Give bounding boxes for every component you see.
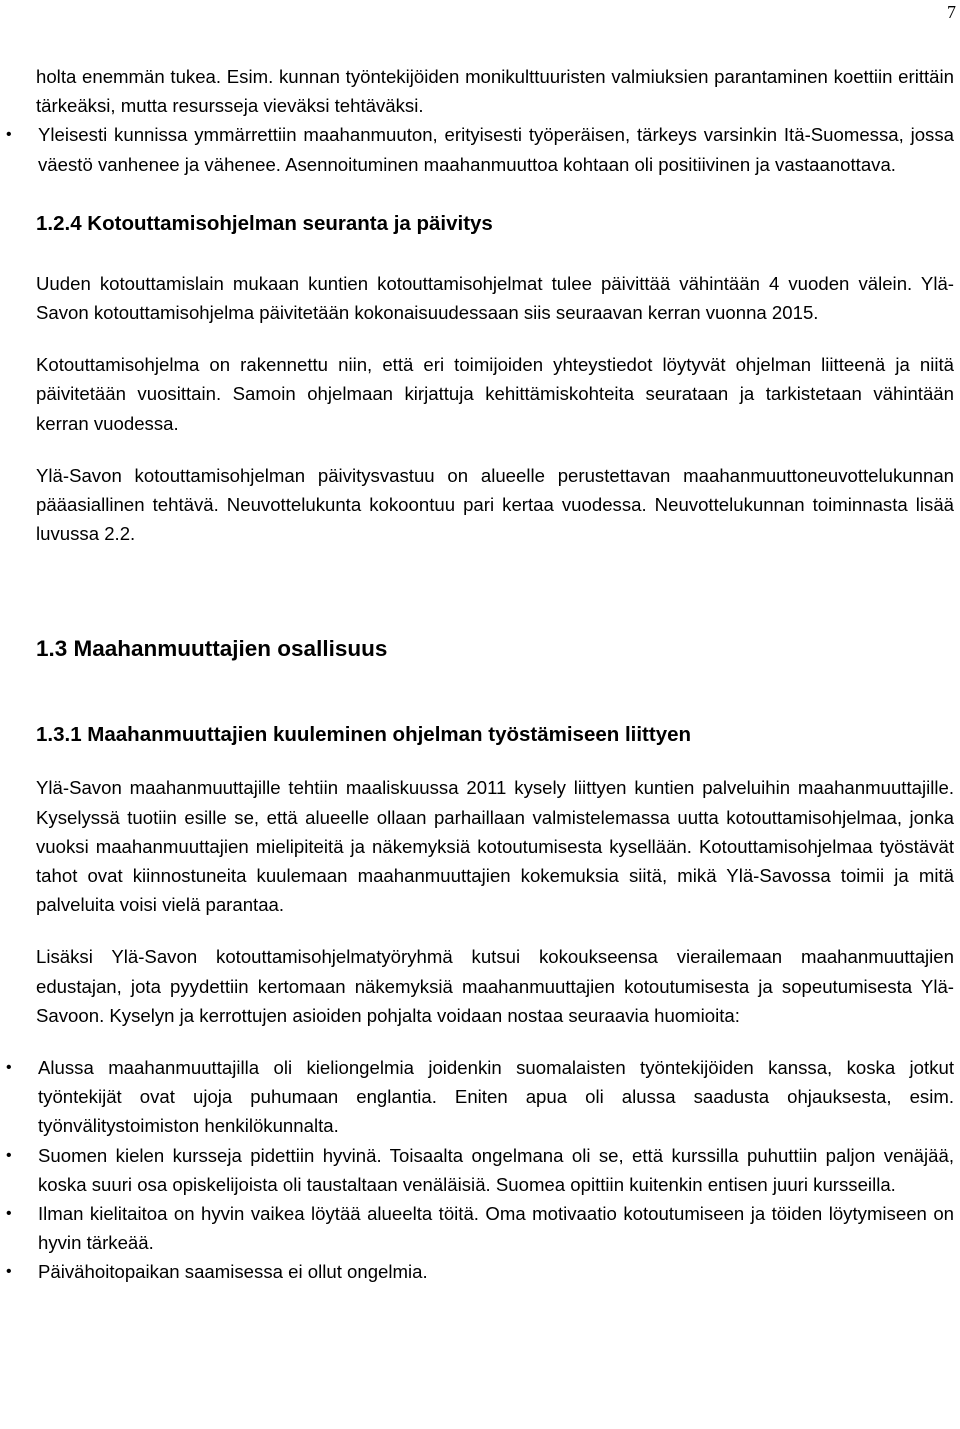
- bullet-icon: •: [6, 1205, 12, 1223]
- bullet-icon: •: [6, 1059, 12, 1077]
- section-heading-1-3: 1.3 Maahanmuuttajien osallisuus: [36, 636, 388, 662]
- list-item-text: Yleisesti kunnissa ymmärrettiin maahanmuuton, erityisesti työperäisen, tärkeys varsinkin Itä-Suomessa, jossa väestö vanhenee ja vähenee. Asennoituminen maahanmuuttoa kohtaan oli positiivinen ja vastaanottava.: [38, 124, 954, 175]
- list-item: [6, 120, 954, 178]
- list-item: [6, 1257, 954, 1286]
- paragraph: Ylä-Savon kotouttamisohjelman päivitysvastuu on alueelle perustettavan maahanmuuttoneuvottelukunnan pääasiallinen tehtävä. Neuvottelukunta kokoontuu pari kertaa vuodessa. Neuvottelukunnan toiminnasta lisää luvussa 2.2.: [36, 464, 954, 545]
- paragraph: Uuden kotouttamislain mukaan kuntien kotouttamisohjelmat tulee päivittää vähintään 4 vuoden välein. Ylä-Savon kotouttamisohjelma päivitetään kokonaisuudessaan siis seuraavan kerran vuonna 2015.: [36, 272, 954, 324]
- bullet-icon: •: [6, 1146, 12, 1164]
- list-item-text: Alussa maahanmuuttajilla oli kieliongelmia joidenkin suomalaisten työntekijöiden kanssa, koska jotkut työntekijät ovat ujoja puhumaan englantia. Eniten apua oli alussa saadusta ohjauksesta, esim. työnvälitystoimiston henkilökunnalta.: [38, 1057, 954, 1137]
- list-item-text: Ilman kielitaitoa on hyvin vaikea löytää alueelta töitä. Oma motivaatio kotoutumiseen ja töiden löytymiseen on hyvin tärkeää.: [38, 1203, 954, 1254]
- spacer: [36, 664, 954, 720]
- paragraph: Kotouttamisohjelma on rakennettu niin, että eri toimijoiden yhteystiedot löytyvät ohjelman liitteenä ja niitä päivitetään vuosittain. Samoin ohjelmaan kirjattuja kehittämiskohteita seurataan ja tarkistetaan vähintään kerran vuodessa.: [36, 354, 954, 434]
- bullet-icon: •: [6, 126, 12, 144]
- list-item-text: Päivähoitopaikan saamisessa ei ollut ongelmia.: [38, 1261, 428, 1283]
- spacer: [36, 179, 954, 209]
- observations-bullet-list: [6, 1053, 954, 1287]
- paragraph: Lisäksi Ylä-Savon kotouttamisohjelmatyöryhmä kutsui kokoukseensa vierailemaan maahanmuuttajien edustajan, jota pyydettiin kertomaan näkemyksiä maahanmuuttajien kotoutumisesta ja sopeutumisesta Ylä-Savoon. Kyselyn ja kerrottujen asioiden pohjalta voidaan nostaa seuraavia huomioita:: [36, 946, 954, 1026]
- list-item: [6, 1141, 954, 1199]
- spacer: [36, 239, 954, 269]
- spacer: [36, 327, 954, 350]
- section-heading-1-2-4: 1.2.4 Kotouttamisohjelman seuranta ja päivitys: [36, 211, 493, 235]
- spacer: [36, 438, 954, 461]
- spacer: [36, 750, 954, 773]
- list-item: [6, 1053, 954, 1141]
- spacer: [36, 919, 954, 942]
- intro-bullet-list: [6, 120, 954, 178]
- paragraph: Ylä-Savon maahanmuuttajille tehtiin maaliskuussa 2011 kysely liittyen kuntien palveluihin maahanmuuttajille. Kyselyssä tuotiin esille se, että alueelle ollaan parhaillaan valmistelemassa uutta kotouttamisohjelmaa, jonka vuoksi maahanmuuttajien mielipiteitä ja näkemyksiä kotoutumisesta kysellään. Kotouttamisohjelmaa työstävät tahot ovat kiinnostuneita kuulemaan maahanmuuttajien kokemuksia siitä, mikä Ylä-Savossa toimii ja mitä palveluita voisi vielä parantaa.: [36, 777, 954, 916]
- list-item: [6, 1199, 954, 1257]
- list-item-text: Suomen kielen kursseja pidettiin hyvinä. Toisaalta ongelmana oli se, että kurssilla puhuttiin paljon venäjää, koska suuri osa opiskelijoista oli taustaltaan venäläisiä. Suomea opittiin kuitenkin entisen juuri kursseilla.: [38, 1144, 954, 1195]
- document-body: [6, 62, 954, 1287]
- spacer: [36, 548, 954, 634]
- page-number: 7: [947, 2, 956, 22]
- spacer: [36, 1030, 954, 1053]
- intro-continuation: holta enemmän tukea. Esim. kunnan työntekijöiden monikulttuuristen valmiuksien parantaminen koettiin erittäin tärkeäksi, mutta resursseja vieväksi tehtäväksi.: [36, 66, 954, 117]
- bullet-icon: •: [6, 1263, 12, 1281]
- section-heading-1-3-1: 1.3.1 Maahanmuuttajien kuuleminen ohjelman työstämiseen liittyen: [36, 723, 692, 747]
